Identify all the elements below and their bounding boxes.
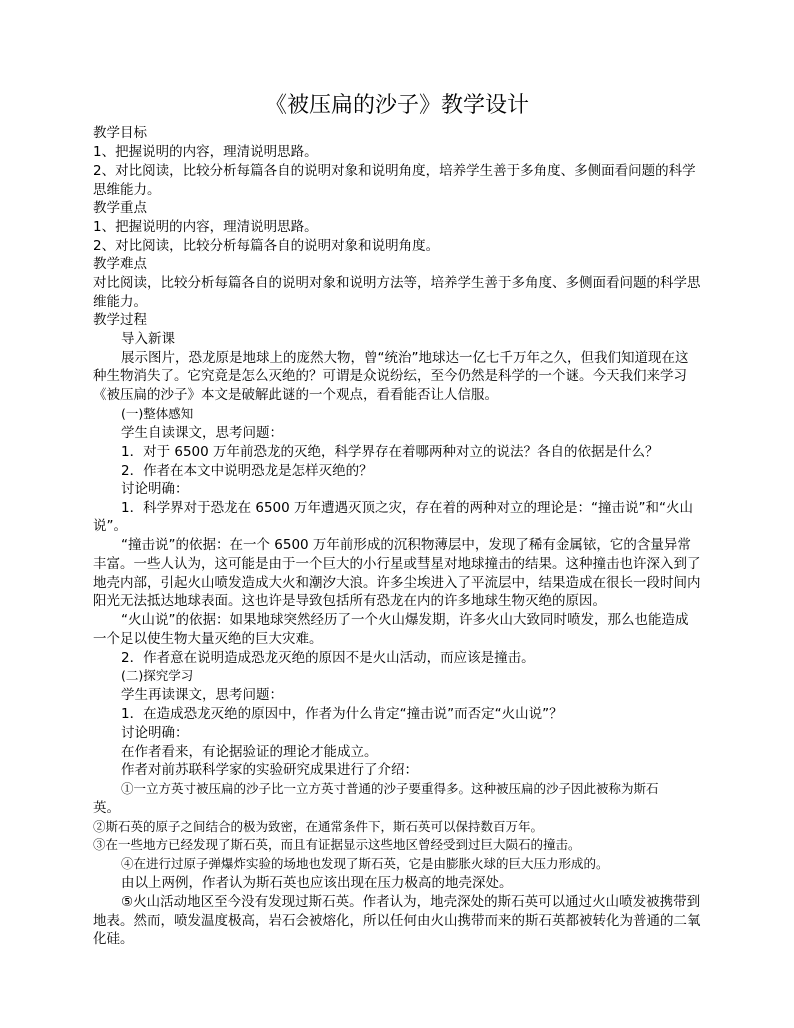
discussion-label-2: 讨论明确： <box>121 725 189 741</box>
intro-heading: 导入新课 <box>121 331 175 347</box>
evidence-5: ⑤火山活动地区至今没有发现过斯石英。作者认为，地壳深处的斯石英可以通过火山喷发被携带到 <box>121 894 701 910</box>
impact-theory-line: 阳光无法抵达地球表面。这也许是导致包括所有恐龙在内的许多地球生物灭绝的原因。 <box>93 593 606 609</box>
key-point-2: 2、对比阅读，比较分析每篇各自的说明对象和说明角度。 <box>93 238 440 254</box>
inference: 由以上两例，作者认为斯石英也应该出现在压力极高的地壳深处。 <box>121 875 513 891</box>
heading-key-points: 教学重点 <box>93 200 147 216</box>
evidence-1: ①一立方英寸被压扁的沙子比一立方英寸普通的沙子要重得多。这种被压扁的沙子因此被称为斯石 <box>121 781 659 796</box>
discussion-label: 讨论明确： <box>121 481 189 497</box>
difficulty-text-cont: 维能力。 <box>93 294 147 310</box>
document-title: 《被压扁的沙子》教学设计 <box>264 93 529 118</box>
reading-prompt: 学生自读课文，思考问题： <box>121 425 283 441</box>
question-1: 1．对于 6500 万年前恐龙的灭绝，科学界存在着哪两种对立的说法？各自的依据是什么？ <box>121 444 659 460</box>
experiment-intro: 作者对前苏联科学家的实验研究成果进行了介绍： <box>121 762 418 778</box>
difficulty-text: 对比阅读，比较分析每篇各自的说明对象和说明方法等，培养学生善于多角度、多侧面看问题的科学思 <box>93 275 701 291</box>
heading-process: 教学过程 <box>93 312 147 328</box>
goal-2: 2、对比阅读，比较分析每篇各自的说明对象和说明角度，培养学生善于多角度、多侧面看问题的科学 <box>93 163 696 179</box>
evidence-1-cont: 英。 <box>93 800 120 816</box>
key-point-1: 1、把握说明的内容，理清说明思路。 <box>93 219 318 235</box>
section-inquiry: (二)探究学习 <box>121 668 194 683</box>
impact-theory-line: 地壳内部，引起火山喷发造成大火和潮汐大浪。许多尘埃进入了平流层中，结果造成在很长一段时间内 <box>93 575 701 591</box>
impact-theory-line: “撞击说”的依据：在一个 6500 万年前形成的沉积物薄层中，发现了稀有金属铱，它的含量异常 <box>121 537 691 553</box>
reread-prompt: 学生再读课文，思考问题： <box>121 687 283 703</box>
evidence-4: ④在进行过原子弹爆炸实验的场地也发现了斯石英，它是由膨胀火球的巨大压力形成的。 <box>121 856 609 871</box>
evidence-2: ②斯石英的原子之间结合的极为致密，在通常条件下，斯石英可以保持数百万年。 <box>93 819 544 834</box>
impact-theory-line: 丰富。一些人认为，这可能是由于一个巨大的小行星或彗星对地球撞击的结果。这种撞击也许深入到了 <box>93 556 701 572</box>
answer-1-cont: 说”。 <box>93 518 127 534</box>
volcano-theory-line: “火山说”的依据：如果地球突然经历了一个火山爆发期，许多火山大致同时喷发，那么也能造成 <box>121 612 689 628</box>
intro-para-line: 种生物消失了。它究竟是怎么灭绝的？可谓是众说纷纭，至今仍然是科学的一个谜。今天我们来学习 <box>93 368 687 384</box>
evidence-5-cont: 地表。然而，喷发温度极高，岩石会被熔化，所以任何由火山携带而来的斯石英都被转化为普通的二氧 <box>93 913 701 929</box>
answer-1: 1．科学界对于恐龙在 6500 万年遭遇灭顶之灾，存在着的两种对立的理论是：“撞击说”和“火山 <box>121 500 694 516</box>
evidence-3: ③在一些地方已经发现了斯石英，而且有证据显示这些地区曾经受到过巨大陨石的撞击。 <box>93 837 581 852</box>
heading-teaching-goals: 教学目标 <box>93 125 147 141</box>
heading-difficulties: 教学难点 <box>93 256 147 272</box>
evidence-5-end: 化硅。 <box>93 931 134 947</box>
intro-para-line: 《被压扁的沙子》本文是破解此谜的一个观点，看看能否让人信服。 <box>93 387 498 403</box>
inquiry-question-1: 1．在造成恐龙灭绝的原因中，作者为什么肯定“撞击说”而否定“火山说”？ <box>121 706 563 722</box>
section-overall-perception: (一)整体感知 <box>121 406 194 421</box>
volcano-theory-line: 一个足以使生物大量灭绝的巨大灾难。 <box>93 631 323 647</box>
intro-para-line: 展示图片，恐龙原是地球上的庞然大物，曾“统治”地球达一亿七千万年之久，但我们知道现在这 <box>121 350 689 366</box>
goal-1: 1、把握说明的内容，理清说明思路。 <box>93 144 318 160</box>
goal-2-cont: 思维能力。 <box>93 182 161 198</box>
question-2: 2．作者在本文中说明恐龙是怎样灭绝的？ <box>121 463 373 479</box>
answer-2: 2．作者意在说明造成恐龙灭绝的原因不是火山活动，而应该是撞击。 <box>121 650 535 666</box>
author-view: 在作者看来，有论据验证的理论才能成立。 <box>121 744 378 760</box>
